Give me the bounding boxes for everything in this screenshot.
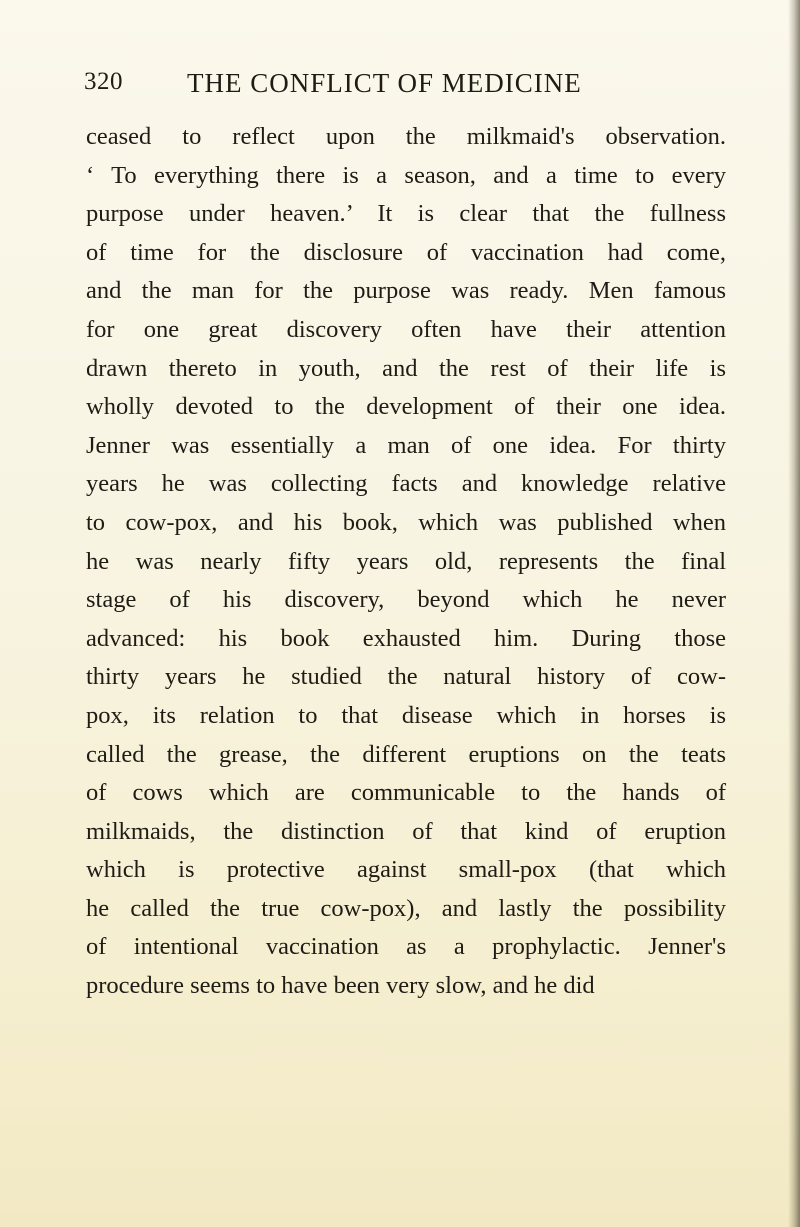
text-line: which is protective against small-pox (that which xyxy=(86,856,726,884)
text-line: to cow-pox, and his book, which was published when xyxy=(86,508,726,536)
body-text xyxy=(86,118,726,1006)
text-line: procedure seems to have been very slow, and he did xyxy=(86,972,595,1000)
text-line: called the grease, the different eruptions on the teats xyxy=(86,740,726,768)
text-line: years he was collecting facts and knowledge relative xyxy=(86,470,726,498)
page-edge-shadow xyxy=(788,0,800,1227)
text-line: of intentional vaccination as a prophylactic. Jenner's xyxy=(86,933,726,961)
page-header xyxy=(84,68,724,108)
text-line: of time for the disclosure of vaccination had come, xyxy=(86,238,726,266)
text-line: wholly devoted to the development of their one idea. xyxy=(86,393,726,421)
text-line: ‘ To everything there is a season, and a time to every xyxy=(86,161,726,189)
text-line: he called the true cow-pox), and lastly the possibility xyxy=(86,894,726,922)
text-line: for one great discovery often have their attention xyxy=(86,315,726,343)
text-line: he was nearly fifty years old, represents the final xyxy=(86,547,726,575)
text-line: of cows which are communicable to the hands of xyxy=(86,779,726,807)
text-line: thirty years he studied the natural history of cow- xyxy=(86,663,726,691)
text-line: purpose under heaven.’ It is clear that the fullness xyxy=(86,200,726,228)
text-line: stage of his discovery, beyond which he never xyxy=(86,586,726,614)
text-line: and the man for the purpose was ready. Men famous xyxy=(86,277,726,305)
running-head: THE CONFLICT OF MEDICINE xyxy=(187,68,582,98)
text-line: Jenner was essentially a man of one idea. For thirty xyxy=(86,431,726,459)
page-number: 320 xyxy=(84,68,123,95)
text-line: advanced: his book exhausted him. During those xyxy=(86,624,726,652)
text-line: drawn thereto in youth, and the rest of their life is xyxy=(86,354,726,382)
text-line: ceased to reflect upon the milkmaid's observation. xyxy=(86,123,726,150)
text-line: milkmaids, the distinction of that kind of eruption xyxy=(86,817,726,845)
text-line: pox, its relation to that disease which in horses is xyxy=(86,701,726,729)
